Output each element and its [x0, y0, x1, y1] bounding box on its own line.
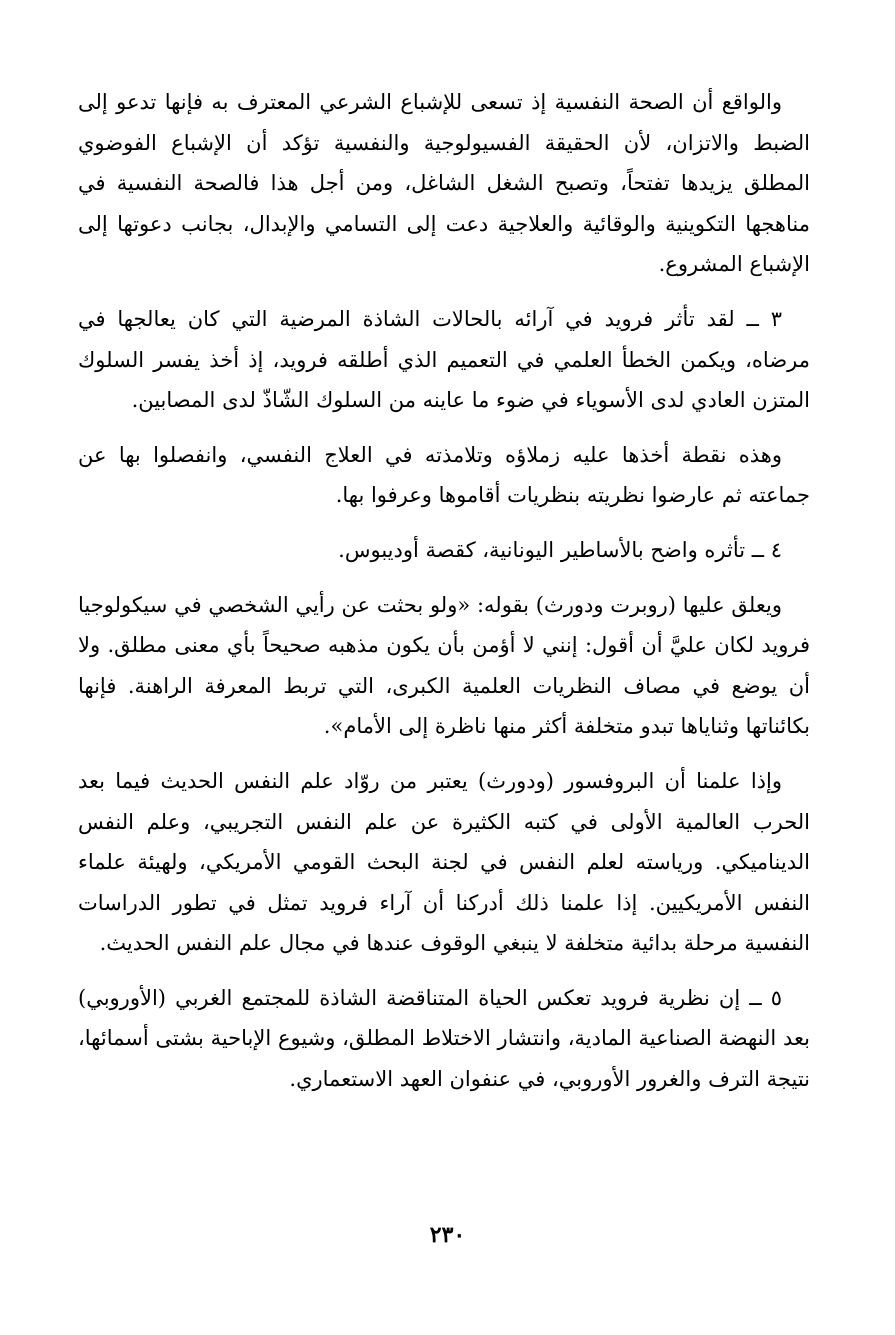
paragraph-1: والواقع أن الصحة النفسية إذ تسعى للإشباع الشرعي المعترف به فإنها تدعو إلى الضبط والاتزان، لأن الحقيقة الفسيولوجية والنفسية تؤكد أن الإشباع الفوضوي المطلق يزيدها تفتحاً، وتصبح الشغل الشاغل، ومن أجل هذا فالصحة النفسية في مناهجها التكوينية والوقائية والعلاجية دعت إلى التسامي والإبدال، بجانب دعوتها إلى الإشباع المشروع.: [78, 90, 810, 277]
paragraph-4-point-4: ٤ ــ تأثره واضح بالأساطير اليونانية، كقصة أوديبوس.: [338, 537, 782, 562]
paragraph-3: وهذه نقطة أخذها عليه زملاؤه وتلامذته في العلاج النفسي، وانفصلوا بها عن جماعته ثم عارضوا نظريته بنظريات أقاموها وعرفوا بها.: [78, 442, 810, 508]
page-number: ٢٣٠: [429, 1222, 466, 1248]
paragraph-7-point-5: ٥ ــ إن نظرية فرويد تعكس الحياة المتناقضة الشاذة للمجتمع الغربي (الأوروبي) بعد النهضة الصناعية المادية، وانتشار الاختلاط المطلق، وشيوع الإباحية بشتى أسمائها، نتيجة الترف والغرور الأوروبي، في عنفوان العهد الاستعماري.: [78, 985, 810, 1092]
paragraph-2-point-3: ٣ ــ لقد تأثر فرويد في آرائه بالحالات الشاذة المرضية التي كان يعالجها في مرضاه، ويكمن الخطأ العلمي في التعميم الذي أطلقه فرويد، إذ أخذ يفسر السلوك المتزن العادي لدى الأسوياء في ضوء ما عاينه من السلوك الشّاذّ لدى المصابين.: [78, 306, 810, 413]
page-body: [78, 82, 810, 1114]
paragraph-6: وإذا علمنا أن البروفسور (ودورث) يعتبر من روّاد علم النفس الحديث فيما بعد الحرب العالمية الأولى في كتبه الكثيرة عن علم النفس التجريبي، وعلم النفس الديناميكي. ورياسته لعلم النفس في لجنة البحث القومي الأمريكي، ولهيئة علماء النفس الأمريكيين. إذا علمنا ذلك أدركنا أن آراء فرويد تمثل في تطور الدراسات النفسية مرحلة بدائية متخلفة لا ينبغي الوقوف عندها في مجال علم النفس الحديث.: [78, 768, 810, 956]
paragraph-5-quote: ويعلق عليها (روبرت ودورث) بقوله: «ولو بحثت عن رأيي الشخصي في سيكولوجيا فرويد لكان عليَّ أن أقول: إنني لا أؤمن بأن يكون مذهبه صحيحاً بأي معنى مطلق. ولا أن يوضع في مصاف النظريات العلمية الكبرى، التي تربط المعرفة الراهنة. فإنها بكائناتها وثناياها تبدو متخلفة أكثر منها ناظرة إلى الأمام».: [78, 592, 810, 739]
